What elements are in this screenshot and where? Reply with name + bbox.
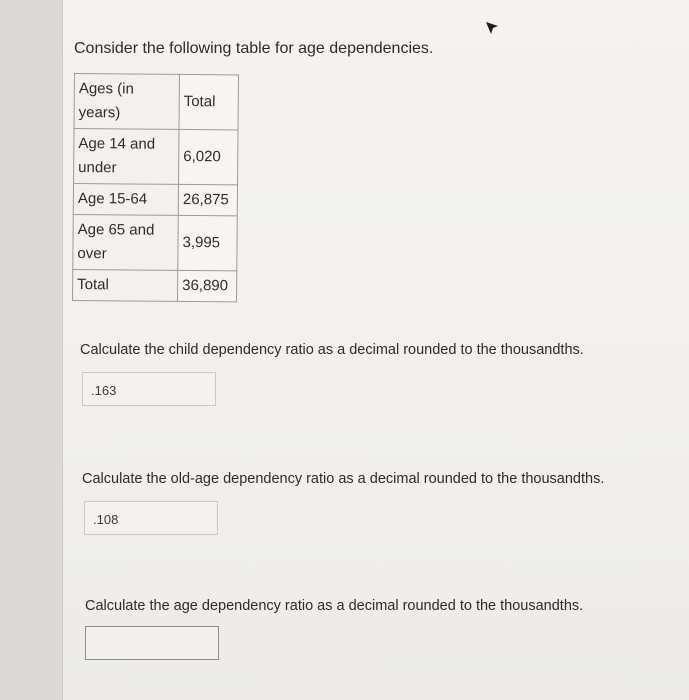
table-row [74,129,238,185]
table-row [73,184,237,216]
table-cell-value: 36,890 [178,270,237,302]
question-age-dependency-ratio: Calculate the age dependency ratio as a decimal rounded to the thousandths. [85,598,584,614]
intro-text: Consider the following table for age dependencies. [74,40,434,57]
table-cell-value: Total [179,74,238,130]
table-row [73,269,237,301]
mouse-pointer-icon [484,20,500,36]
table-cell-label: Age 14 and under [74,129,179,185]
table-cell-value: 26,875 [178,184,237,216]
table-cell-value: 6,020 [179,129,238,185]
old-age-ratio-answer-input[interactable]: .108 [84,501,218,535]
question-child-ratio: Calculate the child dependency ratio as a decimal rounded to the thousandths. [80,342,584,358]
question-old-age-ratio: Calculate the old-age dependency ratio as a decimal rounded to the thousandths. [82,471,605,487]
table-cell-label: Age 15-64 [73,184,178,216]
table-cell-label: Age 65 and over [73,214,178,270]
table-cell-label: Total [73,269,178,301]
age-dependency-table [72,73,239,302]
child-ratio-answer-input[interactable]: .163 [82,372,216,406]
age-dependency-ratio-answer-input[interactable] [85,626,219,660]
table-row [73,214,237,270]
table-cell-value: 3,995 [178,215,237,271]
table-cell-label: Ages (in years) [74,74,179,130]
table-row [74,74,238,130]
